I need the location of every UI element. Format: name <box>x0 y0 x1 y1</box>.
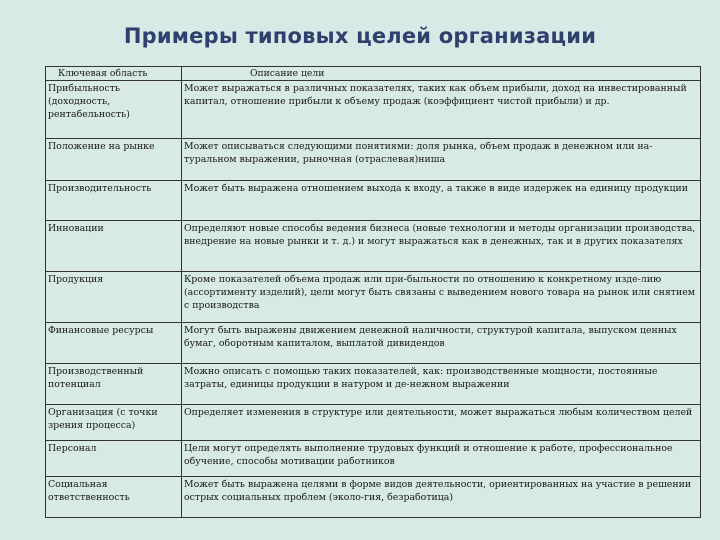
cell-goal-description: Определяют новые способы ведения бизнеса (новые технологии и методы организации производства, внедрение на новые рынки и т. д.) и могут выражаться как в денежных, так и в других показателях <box>182 221 701 272</box>
slide-title: Примеры типовых целей организации <box>123 24 597 48</box>
table-row <box>46 323 701 364</box>
cell-goal-description: Определяет изменения в структуре или деятельности, может выражаться любым количеством целей <box>182 405 701 441</box>
cell-key-area: Социальная ответственность <box>46 477 182 518</box>
table-row <box>46 139 701 181</box>
table-row <box>46 81 701 139</box>
cell-key-area: Положение на рынке <box>46 139 182 181</box>
table-row <box>46 405 701 441</box>
header-key-area: Ключевая область <box>46 67 182 81</box>
table-row <box>46 477 701 518</box>
cell-goal-description: Может описываться следующими понятиями: доля рынка, объем продаж в денежном или на-туральном выражении, рыночная (отраслевая)ниша <box>182 139 701 181</box>
cell-key-area: Персонал <box>46 441 182 477</box>
table-row <box>46 181 701 221</box>
cell-key-area: Инновации <box>46 221 182 272</box>
cell-key-area: Финансовые ресурсы <box>46 323 182 364</box>
table-row <box>46 221 701 272</box>
cell-goal-description: Цели могут определять выполнение трудовых функций и отношение к работе, профессиональное обучение, способы мотивации работников <box>182 441 701 477</box>
table-row <box>46 364 701 405</box>
cell-goal-description: Может выражаться в различных показателях, таких как объем прибыли, доход на инвестированный капитал, отношение прибыли к объему продаж (коэффициент чистой прибыли) и др. <box>182 81 701 139</box>
cell-goal-description: Могут быть выражены движением денежной наличности, структурой капитала, выпуском ценных бумаг, оборотным капиталом, выплатой дивидендов <box>182 323 701 364</box>
table-row <box>46 272 701 323</box>
cell-key-area: Производительность <box>46 181 182 221</box>
cell-goal-description: Можно описать с помощью таких показателей, как: производственные мощности, постоянные затраты, единицы продукции в натуром и де-нежном выражении <box>182 364 701 405</box>
cell-key-area: Продукция <box>46 272 182 323</box>
table-row <box>46 441 701 477</box>
cell-goal-description: Кроме показателей объема продаж или при-быльности по отношению к конкретному изде-лию (ассортименту изделий), цели могут быть связаны с выведением нового товара на рынок или снятием с производства <box>182 272 701 323</box>
cell-goal-description: Может быть выражена целями в форме видов деятельности, ориентированных на участие в решении острых социальных проблем (эколо-гия, безработица) <box>182 477 701 518</box>
table-header-row <box>46 67 701 81</box>
header-goal-description: Описание цели <box>182 67 701 81</box>
cell-key-area: Организация (с точки зрения процесса) <box>46 405 182 441</box>
cell-key-area: Производственный потенциал <box>46 364 182 405</box>
cell-goal-description: Может быть выражена отношением выхода к входу, а также в виде издержек на единицу продукции <box>182 181 701 221</box>
cell-key-area: Прибыльность (доходность, рентабельность) <box>46 81 182 139</box>
goals-table <box>45 66 701 518</box>
